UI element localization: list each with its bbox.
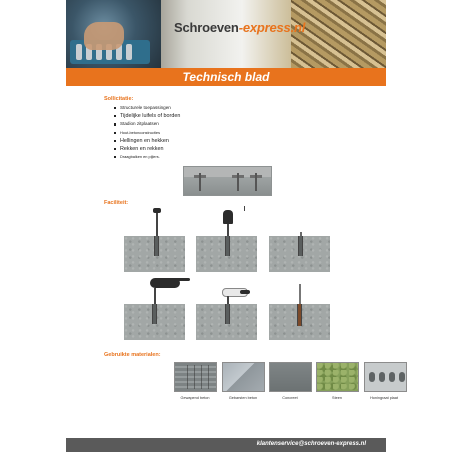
material-caption: Gewapend beton bbox=[180, 396, 210, 400]
step-clean-hole bbox=[196, 236, 257, 272]
section-label-sollicitatie: Sollicitatie: bbox=[104, 96, 134, 102]
page-title: Technisch blad bbox=[182, 70, 270, 84]
footer-bar bbox=[66, 438, 386, 452]
material-photo-concrete bbox=[269, 362, 312, 392]
tools-photo bbox=[66, 0, 161, 68]
material-caption: Concreet bbox=[282, 396, 298, 400]
material-photo-hollow-core-slab bbox=[364, 362, 407, 392]
section-label-faciliteit: Faciliteit: bbox=[104, 200, 129, 206]
step-inject-resin bbox=[196, 304, 257, 340]
title-bar bbox=[66, 68, 386, 86]
step-brush-hole bbox=[269, 236, 330, 272]
material-photo-cracked-concrete bbox=[222, 362, 265, 392]
list-item: Hellingen en hekken bbox=[114, 137, 180, 145]
material-caption: Honingraat plaat bbox=[370, 396, 398, 400]
material-caption: Gebarsten beton bbox=[228, 396, 258, 400]
technical-sheet bbox=[66, 0, 398, 452]
list-item: Tijdelijke luifels of borden bbox=[114, 112, 180, 120]
header-banner bbox=[66, 0, 386, 68]
list-item: Structurele toepassingen bbox=[114, 104, 180, 112]
application-list bbox=[114, 104, 180, 161]
logo-accent-text: -express.nl bbox=[238, 20, 306, 35]
step-insert-anchor bbox=[269, 304, 330, 340]
contact-email[interactable]: klantenservice@schroeven-express.nl bbox=[256, 441, 366, 447]
section-label-materialen: Gebruikte materialen: bbox=[104, 352, 161, 358]
list-item: Rekken en rekken bbox=[114, 145, 180, 153]
logo-main-text: Schroeven bbox=[174, 20, 239, 35]
brand-logo[interactable] bbox=[174, 20, 305, 35]
anchor-application-photo bbox=[183, 166, 272, 196]
step-blow-hole bbox=[124, 304, 185, 340]
material-photo-reinforced-concrete bbox=[174, 362, 217, 392]
list-item: Stadion zitplaatsen bbox=[114, 120, 180, 128]
step-drill-hole bbox=[124, 236, 185, 272]
list-item: Draagbalken en pijlers. bbox=[114, 153, 180, 161]
list-item: Hout-betonconstructies bbox=[114, 129, 180, 137]
material-photo-stone bbox=[316, 362, 359, 392]
screws-photo bbox=[291, 0, 386, 68]
material-caption: Steen bbox=[332, 396, 342, 400]
